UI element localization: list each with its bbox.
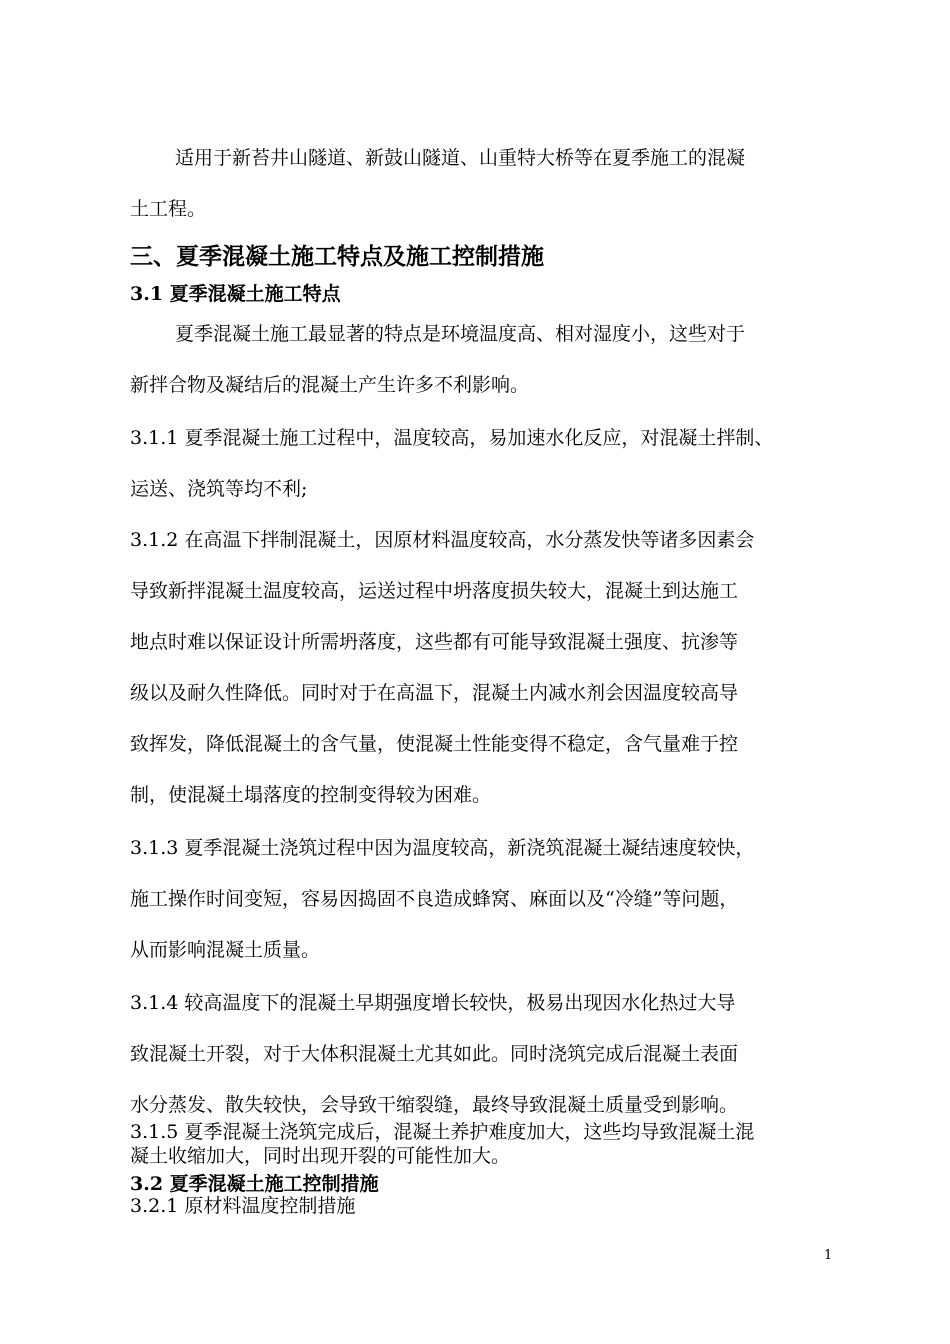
subsection-3-1-title: 3.1 夏季混凝土施工特点 [130,283,341,305]
scope-line-1: 适用于新苔井山隧道、新鼓山隧道、山重特大桥等在夏季施工的混凝 [175,147,746,169]
item-3-1-2-line-4: 级以及耐久性降低。同时对于在高温下，混凝土内减水剂会因温度较高导 [130,682,739,704]
item-3-1-3-line-1: 3.1.3 夏季混凝土浇筑过程中因为温度较高，新浇筑混凝土凝结速度较快， [130,837,755,859]
scope-line-2: 土工程。 [130,198,207,220]
item-3-1-3-line-2: 施工操作时间变短，容易因捣固不良造成蜂窝、麻面以及“冷缝”等问题， [130,888,739,910]
item-3-1-4-line-2: 致混凝土开裂，对于大体积混凝土尤其如此。同时浇筑完成后混凝土表面 [130,1043,739,1065]
item-3-1-1-line-2: 运送、浇筑等均不利; [130,478,308,500]
item-3-1-2-line-5: 致挥发，降低混凝土的含气量，使混凝土性能变得不稳定，含气量难于控 [130,733,739,755]
item-3-1-2-line-2: 导致新拌混凝土温度较高，运送过程中坍落度损失较大，混凝土到达施工 [130,580,739,602]
item-3-1-5-line-2: 凝土收缩加大，同时出现开裂的可能性加大。 [130,1145,511,1167]
intro-3-1-line-1: 夏季混凝土施工最显著的特点是环境温度高、相对湿度小，这些对于 [175,323,746,345]
item-3-1-2-line-6: 制，使混凝土塌落度的控制变得较为困难。 [130,784,492,806]
item-3-1-2-line-3: 地点时难以保证设计所需坍落度，这些都有可能导致混凝土强度、抗渗等 [130,631,739,653]
item-3-2-1: 3.2.1 原材料温度控制措施 [130,1195,356,1217]
subsection-3-2-title: 3.2 夏季混凝土施工控制措施 [130,1173,379,1195]
item-3-1-2-line-1: 3.1.2 在高温下拌制混凝土，因原材料温度较高，水分蒸发快等诸多因素会 [130,529,755,551]
item-3-1-1-line-1: 3.1.1 夏季混凝土施工过程中，温度较高，易加速水化反应，对混凝土拌制、 [130,427,774,449]
item-3-1-3-line-3: 从而影响混凝土质量。 [130,939,321,961]
page-number: 1 [824,1248,833,1263]
item-3-1-4-line-1: 3.1.4 较高温度下的混凝土早期强度增长较快，极易出现因水化热过大导 [130,992,736,1014]
section-3-title: 三、夏季混凝土施工特点及施工控制措施 [130,243,544,270]
item-3-1-4-line-3: 水分蒸发、散失较快，会导致干缩裂缝，最终导致混凝土质量受到影响。 [130,1094,739,1116]
intro-3-1-line-2: 新拌合物及凝结后的混凝土产生许多不利影响。 [130,374,530,396]
item-3-1-5-line-1: 3.1.5 夏季混凝土浇筑完成后，混凝土养护难度加大，这些均导致混凝土混 [130,1121,755,1143]
